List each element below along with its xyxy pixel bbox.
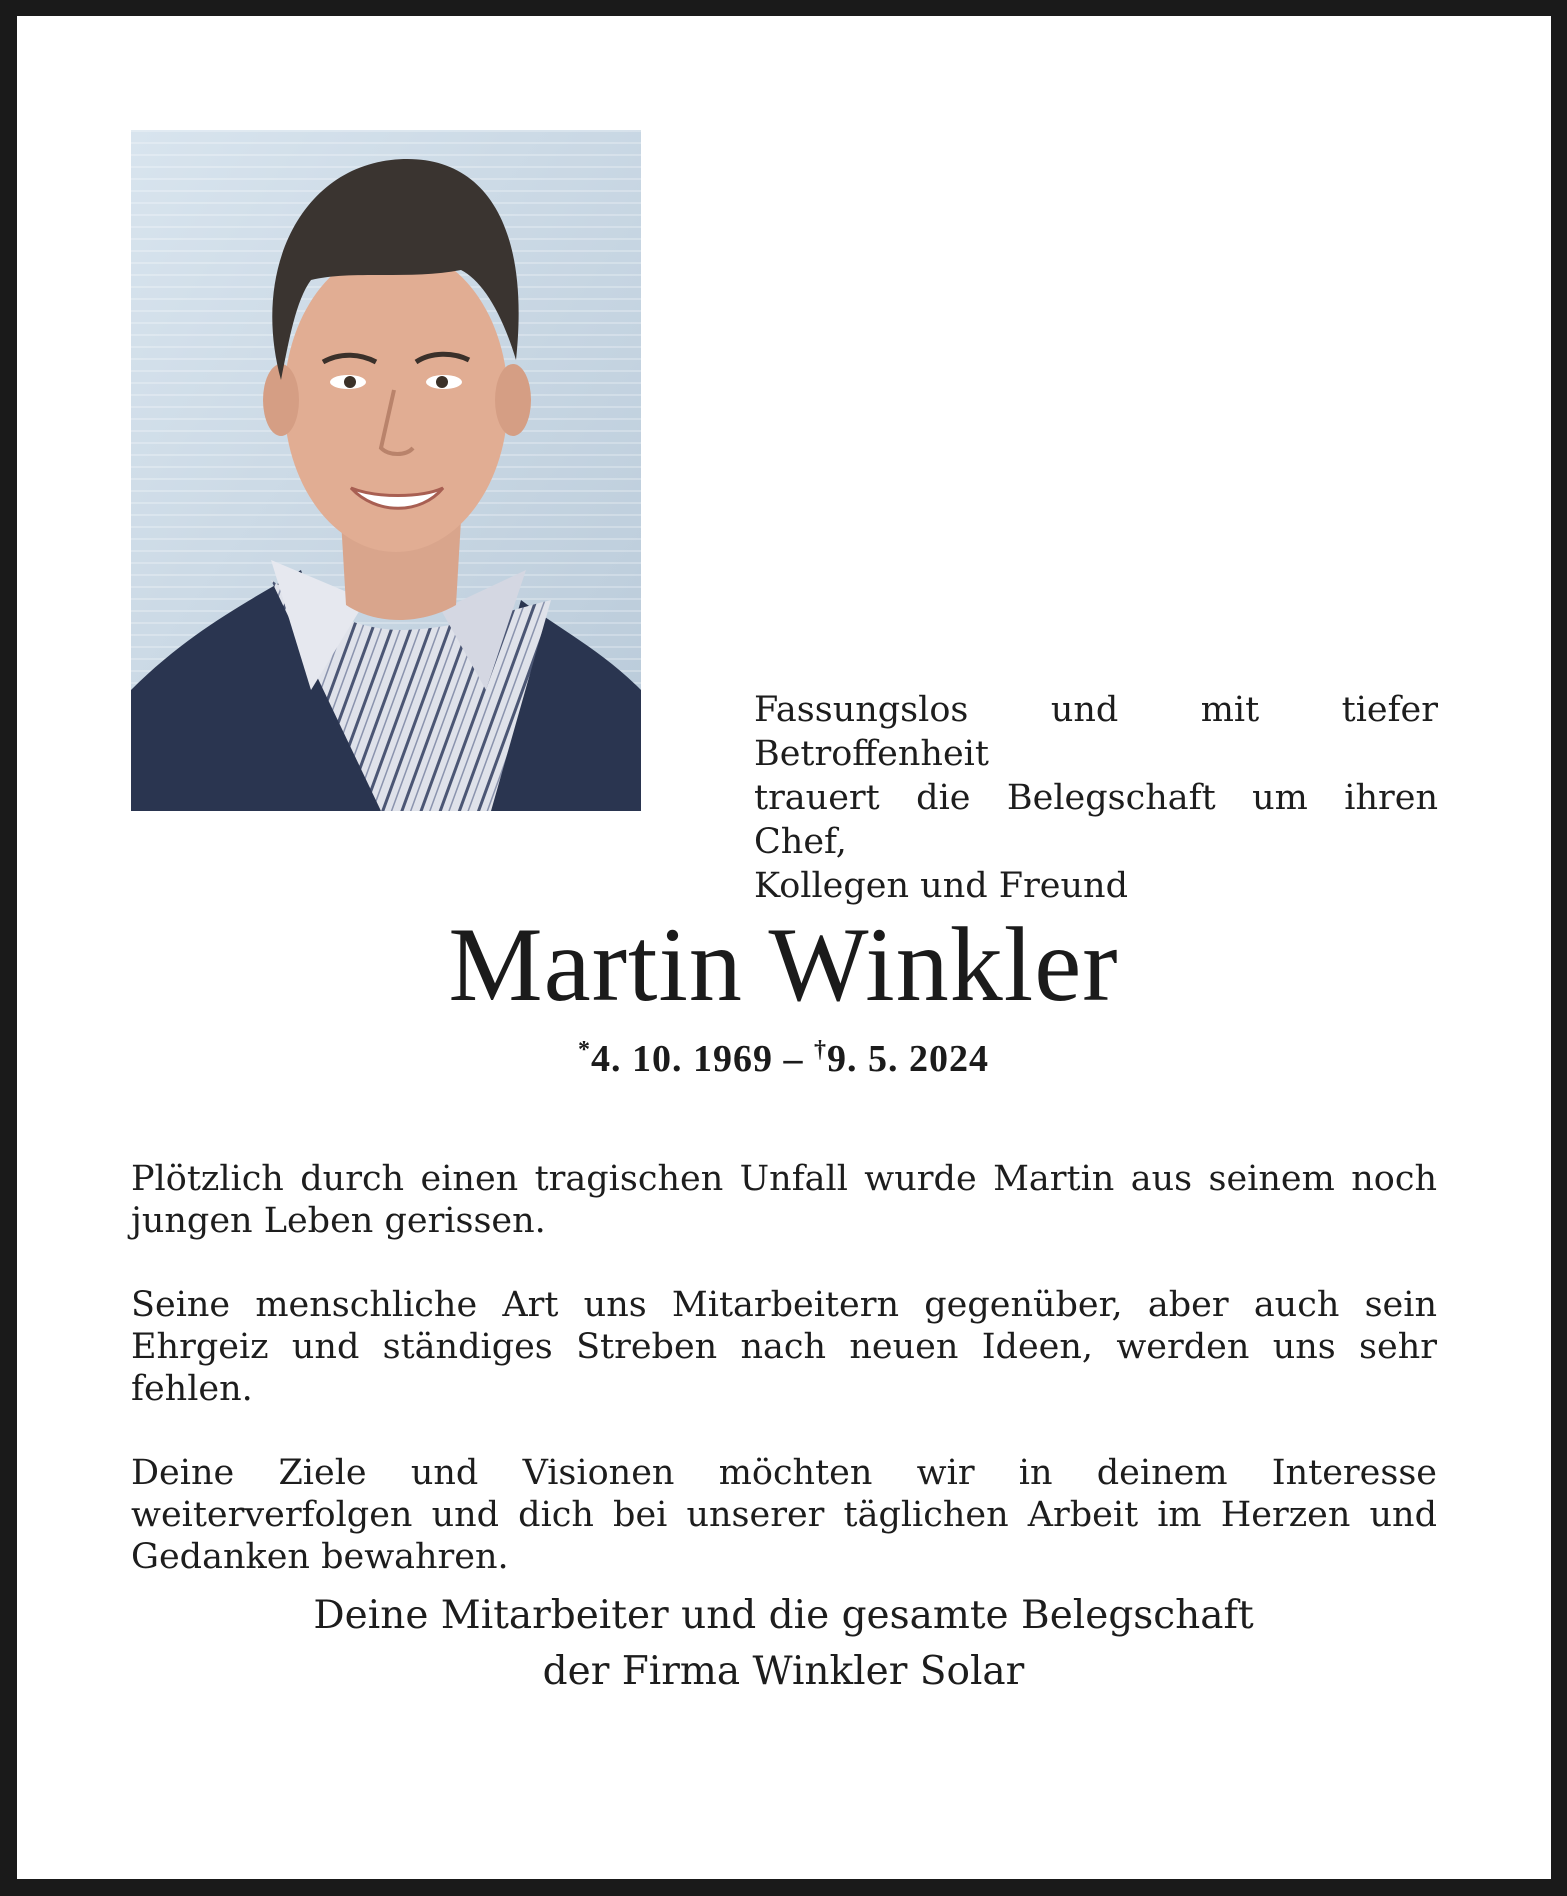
intro-line: Fassungslos und mit tiefer Betroffenheit <box>754 690 1438 774</box>
birth-date: 4. 10. 1969 <box>591 1038 773 1080</box>
signoff <box>0 1588 1567 1700</box>
death-date: 9. 5. 2024 <box>827 1038 989 1080</box>
portrait-image <box>131 130 641 811</box>
date-separator: – <box>773 1038 814 1080</box>
life-dates <box>0 1034 1567 1084</box>
death-symbol: † <box>814 1037 827 1063</box>
birth-symbol: * <box>578 1037 591 1063</box>
body-paragraph: Deine Ziele und Visionen möchten wir in deinem Interesse weiterverfolgen und dich bei unserer täglichen Arbeit im Herzen und Gedanken bewahren. <box>131 1453 1437 1577</box>
deceased-name: Martin Winkler <box>448 906 1119 1023</box>
body-paragraph: Plötzlich durch einen tragischen Unfall wurde Martin aus seinem noch jungen Leben gerissen. <box>131 1159 1437 1241</box>
portrait-photo <box>131 130 641 811</box>
signoff-line: der Firma Winkler Solar <box>542 1649 1025 1694</box>
intro-text <box>754 688 1438 908</box>
intro-line: Kollegen und Freund <box>754 866 1128 906</box>
intro-line: trauert die Belegschaft um ihren Chef, <box>754 778 1438 862</box>
signoff-line: Deine Mitarbeiter und die gesamte Belegschaft <box>313 1593 1254 1638</box>
body-paragraph: Seine menschliche Art uns Mitarbeitern gegenüber, aber auch sein Ehrgeiz und ständiges Streben nach neuen Ideen, werden uns sehr fehlen. <box>131 1285 1437 1409</box>
obituary-body <box>131 1158 1437 1620</box>
